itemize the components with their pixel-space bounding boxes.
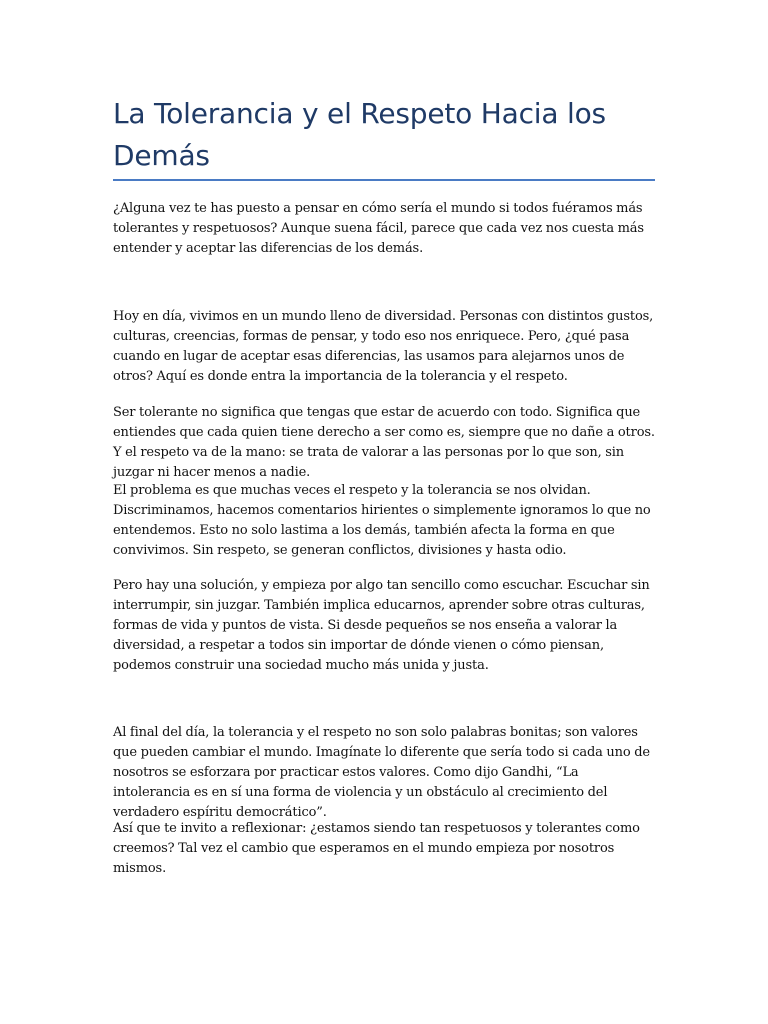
document-title: La Tolerancia y el Respeto Hacia los Demás xyxy=(113,97,606,172)
paragraph-tolerance-definition: Ser tolerante no significa que tengas que estar de acuerdo con todo. Significa que entiendes que cada quien tiene derecho a ser como es, siempre que no dañe a otros. Y el respeto va de la mano: se trata de valorar a las personas por lo que son, sin juzgar ni hacer menos a nadie. xyxy=(113,405,655,480)
paragraph-reflection: Así que te invito a reflexionar: ¿estamos siendo tan respetuosos y tolerantes como creemos? Tal vez el cambio que esperamos en el mundo empieza por nosotros mismos. xyxy=(113,821,640,876)
paragraph-diversity: Hoy en día, vivimos en un mundo lleno de diversidad. Personas con distintos gustos, culturas, creencias, formas de pensar, y todo eso nos enriquece. Pero, ¿qué pasa cuando en lugar de aceptar esas diferencias, las usamos para alejarnos unos de otros? Aquí es donde entra la importancia de la tolerancia y el respeto. xyxy=(113,309,654,384)
document-page xyxy=(113,0,658,1024)
paragraph-intro: ¿Alguna vez te has puesto a pensar en cómo sería el mundo si todos fuéramos más tolerantes y respetuosos? Aunque suena fácil, parece que cada vez nos cuesta más entender y aceptar las diferencias de los demás. xyxy=(113,201,644,256)
paragraph-solution: Pero hay una solución, y empieza por algo tan sencillo como escuchar. Escuchar sin interrumpir, sin juzgar. También implica educarnos, aprender sobre otras culturas, formas de vida y puntos de vista. Si desde pequeños se nos enseña a valorar la diversidad, a respetar a todos sin importar de dónde vienen o cómo piensan, podemos construir una sociedad mucho más unida y justa. xyxy=(113,578,650,673)
paragraph-problem: El problema es que muchas veces el respeto y la tolerancia se nos olvidan. Discriminamos, hacemos comentarios hirientes o simplemente ignoramos lo que no entendemos. Esto no solo lastima a los demás, también afecta la forma en que convivimos. Sin respeto, se generan conflictos, divisiones y hasta odio. xyxy=(113,483,651,558)
paragraph-conclusion: Al final del día, la tolerancia y el respeto no son solo palabras bonitas; son valores que pueden cambiar el mundo. Imagínate lo diferente que sería todo si cada uno de nosotros se esforzara por practicar estos valores. Como dijo Gandhi, “La intolerancia es en sí una forma de violencia y un obstáculo al crecimiento del verdadero espíritu democrático”. xyxy=(113,725,650,820)
title-underline-divider xyxy=(113,179,655,181)
